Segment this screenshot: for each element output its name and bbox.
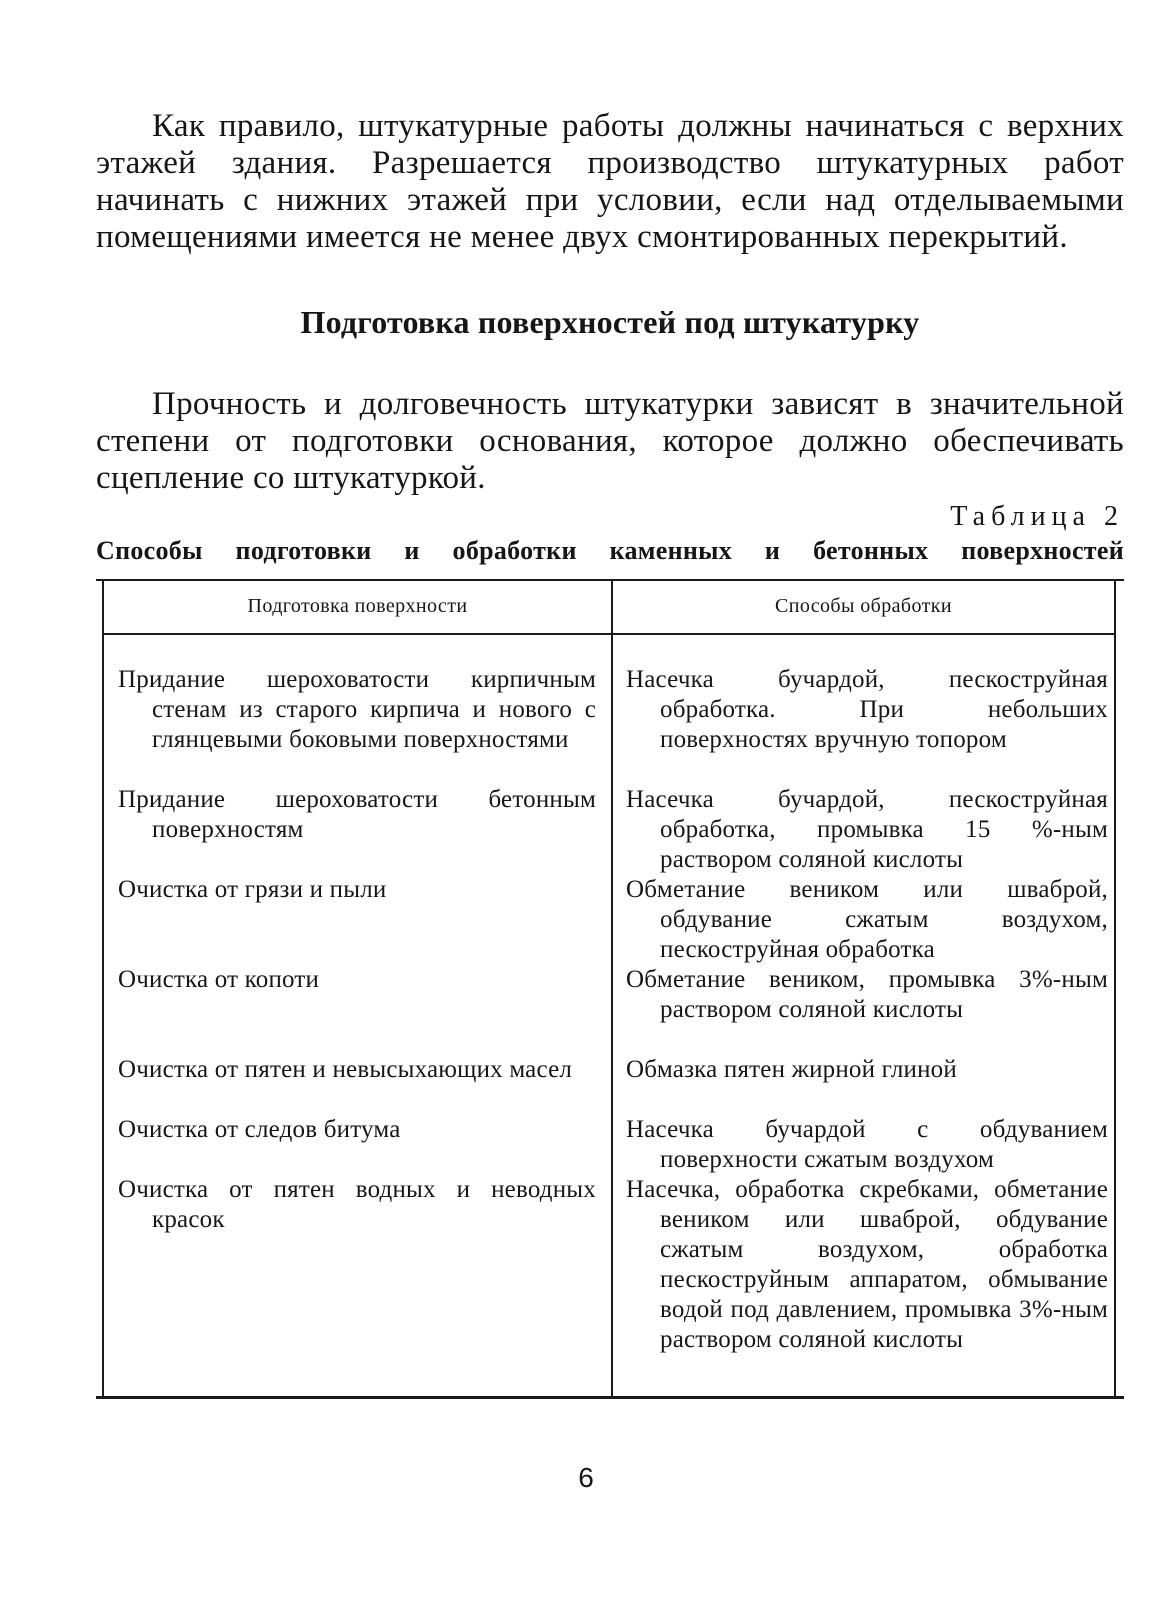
table-cell-preparation: Очистка от следов битума bbox=[118, 1116, 401, 1143]
table-cell-methods: Насечка бучардой с обдуванием поверхности сжатым воздухом bbox=[626, 1116, 1108, 1173]
table-cell-preparation: Придание шероховатости бетонным поверхностям bbox=[118, 786, 596, 843]
table-caption: Способы подготовки и обработки каменных и бетонных поверхностей bbox=[96, 536, 1124, 565]
table-label: Таблица 2 bbox=[950, 501, 1124, 532]
section-paragraph: Прочность и долговечность штукатурки зависят в значительной степени от подготовки основания, которое должно обеспечивать сцепление со штукатуркой. bbox=[96, 386, 1124, 496]
intro-paragraph: Как правило, штукатурные работы должны начинаться с верхних этажей здания. Разрешается производство штукатурных работ начинать с нижних этажей при условии, если над отделываемыми помещениями имеется не менее двух смонтированных перекрытий. bbox=[96, 108, 1124, 255]
table-cell-methods: Обмазка пятен жирной глиной bbox=[626, 1056, 957, 1083]
document-page bbox=[96, 108, 1124, 1399]
table-header-row bbox=[104, 581, 1114, 635]
page-number: 6 bbox=[578, 1462, 594, 1493]
table-cell-preparation: Придание шероховатости кирпичным стенам из старого кирпича и нового с глянцевыми боковыми поверхностями bbox=[118, 666, 596, 753]
preparation-table bbox=[96, 579, 1124, 1399]
table-cell-methods: Обметание веником или шваброй, обдувание сжатым воздухом, пескоструйная обработка bbox=[626, 876, 1108, 963]
table-cell-preparation: Очистка от грязи и пыли bbox=[118, 876, 387, 903]
table-cell-preparation: Очистка от пятен и невысыхающих масел bbox=[118, 1056, 573, 1083]
table-cell-methods: Насечка бучардой, пескоструйная обработка, промывка 15 %-ным раствором соляной кислоты bbox=[626, 786, 1108, 873]
table-cell-preparation: Очистка от копоти bbox=[118, 966, 320, 993]
section-heading: Подготовка поверхностей под штукатурку bbox=[300, 304, 920, 340]
table-right-border bbox=[1114, 581, 1116, 1396]
table-cell-preparation: Очистка от пятен водных и неводных красок bbox=[118, 1176, 596, 1233]
table-cell-methods: Насечка бучардой, пескоструйная обработка. При небольших поверхностях вручную топором bbox=[626, 666, 1108, 753]
header-methods: Способы обработки bbox=[775, 595, 952, 617]
table-left-border bbox=[102, 581, 104, 1396]
table-cell-methods: Насечка, обработка скребками, обметание веником или шваброй, обдувание сжатым воздухом, обработка пескоструйным аппаратом, обмывание водой под давлением, промывка 3%-ным раствором соляной кислоты bbox=[626, 1176, 1108, 1353]
header-preparation: Подготовка поверхности bbox=[247, 595, 468, 617]
table-cell-methods: Обметание веником, промывка 3%-ным раствором соляной кислоты bbox=[626, 966, 1108, 1023]
table-column-divider bbox=[611, 581, 613, 1396]
